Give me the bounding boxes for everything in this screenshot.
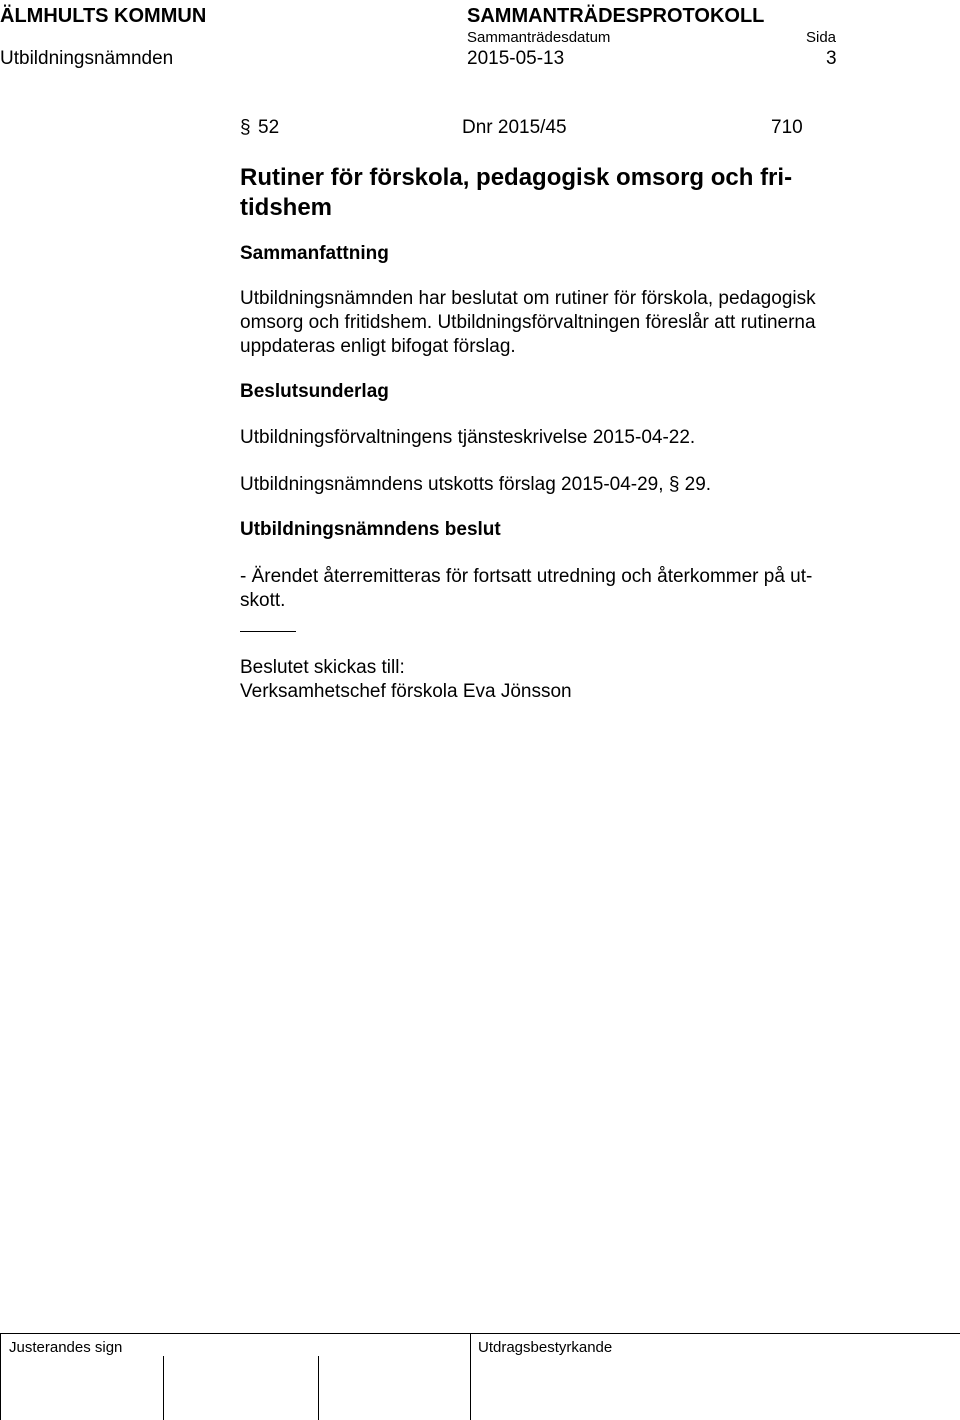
basis-document-2-text: Utbildningsnämndens utskotts förslag 2015-04-29, [240,474,664,495]
item-number: 52 [258,117,280,138]
distribution-label: Beslutet skickas till: [240,657,405,678]
item-dnr: Dnr 2015/45 [462,117,567,138]
signature-label: Justerandes sign [9,1339,123,1356]
decision-line-1: - Ärendet återremitteras för fortsatt utredning och återkommer på ut- [240,566,813,587]
committee-name: Utbildningsnämnden [0,48,174,69]
footer-rule [0,1333,960,1334]
basis-document-2-ref: 29. [684,474,712,495]
footer-divider [470,1333,471,1420]
signature-box-divider-2 [318,1356,319,1420]
summary-line-1: Utbildningsnämnden har beslutat om rutiner för förskola, pedagogisk [240,288,816,309]
summary-line-2: omsorg och fritidshem. Utbildningsförvaltningen föreslår att rutinerna [240,312,816,333]
summary-line-3: uppdateras enligt bifogat förslag. [240,336,516,357]
municipality-name: ÄLMHULTS KOMMUN [0,5,207,27]
basis-document-2 [240,473,711,497]
decision-line-2: skott. [240,590,286,611]
separator-rule [240,631,296,632]
distribution-recipient: Verksamhetschef förskola Eva Jönsson [240,681,572,702]
page-number: 3 [826,48,837,69]
certification-label: Utdragsbestyrkande [478,1339,613,1356]
decision-heading: Utbildningsnämndens beslut [240,519,501,540]
item-title-line-1: Rutiner för förskola, pedagogisk omsorg och fri- [240,164,793,191]
summary-heading: Sammanfattning [240,243,389,264]
signature-box-divider-1 [163,1356,164,1420]
document-type: SAMMANTRÄDESPROTOKOLL [467,5,765,27]
basis-heading: Beslutsunderlag [240,381,389,402]
item-code: 710 [771,117,803,138]
item-paragraph-symbol: § [240,117,251,138]
date-label: Sammanträdesdatum [467,29,611,46]
page-label: Sida [806,29,837,46]
meeting-date: 2015-05-13 [467,48,565,69]
footer-border-left [0,1333,1,1420]
basis-document-2-symbol: § [668,474,680,495]
item-title-line-2: tidshem [240,194,333,221]
basis-document-1: Utbildningsförvaltningens tjänsteskrivelse 2015-04-22. [240,427,696,448]
